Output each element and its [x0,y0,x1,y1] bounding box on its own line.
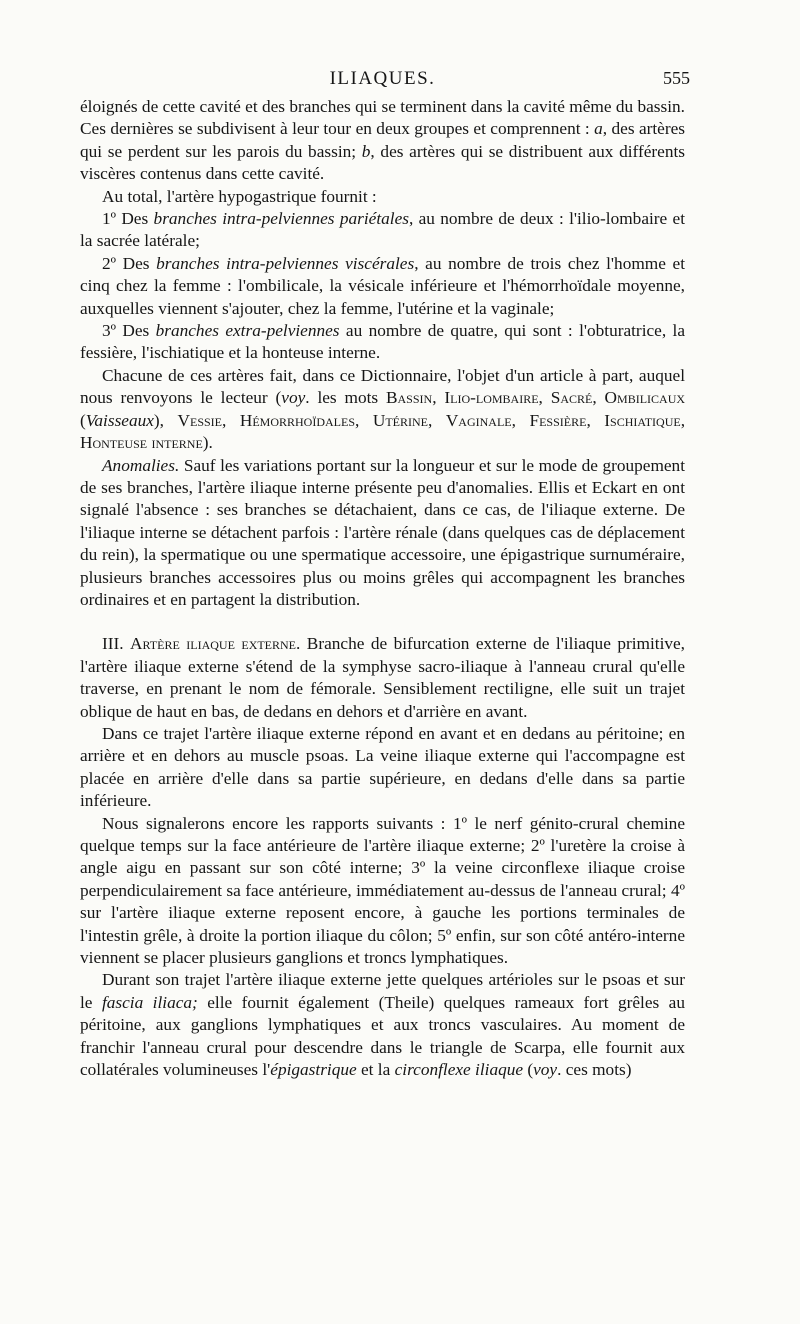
italic-text: branches intra-pelviennes pariétales [153,209,409,229]
text-run: ). [202,433,213,453]
small-caps-text: Honteuse interne [80,433,203,453]
text-run: 1º Des [102,209,154,229]
italic-text: b [361,141,371,161]
text-run: , [355,410,373,430]
text-run: 3º Des [102,321,156,341]
text-run: . les mots [305,388,386,408]
text-run: , [511,410,530,430]
small-caps-text: Hémorrhoïdales [239,410,355,430]
italic-text: circonflexe iliaque [394,1060,524,1080]
text-run: , [427,410,446,430]
text-run: , des artères qui se perdent sur les parois du bassin; [80,119,685,161]
text-run: , des artères qui se distribuent aux différents viscères contenus dans cette cavité. [80,141,685,184]
small-caps-text: Artère iliaque externe [130,634,297,654]
text-run: elle fournit également (Theile) quelques rameaux fort grêles au péritoine, aux ganglions lymphatiques et aux troncs vasculaires. Au moment de franchir l'anneau crural pour descendre dans le triangle de Scarpa, elle fournit aux collatérales volumineuses l' [80,992,685,1080]
text-run: et la [356,1060,395,1080]
text-run: , [680,410,686,430]
body-text [80,96,685,1081]
text-run: , [222,410,240,430]
text-run: Durant son trajet l'artère iliaque externe jette quelques artérioles sur le psoas et sur le [80,970,685,1012]
text-run: , au nombre de deux : l'ilio-lombaire et la sacrée latérale; [80,209,686,251]
italic-text: Anomalies. [102,455,180,475]
text-run: Dans ce trajet l'artère iliaque externe répond en avant et en dedans au péritoine; en arrière et en dehors au muscle psoas. La veine iliaque externe qui l'accompagne est placée en arrière d'elle dans sa partie supérieure, en dedans d'elle dans sa partie inférieure. [80,723,685,811]
paragraph-p7 [80,455,685,612]
text-run: , [538,388,551,408]
italic-text: branches intra-pelviennes viscérales [156,253,415,273]
text-run: Chacune de ces artères fait, dans ce Dictionnaire, l'objet d'un article à part, auquel nous renvoyons le lecteur ( [80,365,685,408]
text-run: ( [80,410,86,430]
paragraph-p6 [80,365,685,455]
small-caps-text: Ombilicaux [604,388,686,408]
text-run: Nous signalerons encore les rapports suivants : 1º le nerf génito-crural chemine quelque temps sur la face antérieure de l'artère iliaque externe; 2º l'uretère la croise à angle aigu en passant sur son côté interne; 3º la veine circonflexe iliaque croise perpendiculairement sa face antérieure, immédiatement au-dessus de l'anneau crural; 4º sur l'artère iliaque externe reposent encore, à gauche les portions terminales de l'intestin grêle, à droite la portion iliaque du côlon; 5º enfin, sur son côté antéro-interne viennent se placer plusieurs ganglions et troncs lymphatiques. [80,813,685,968]
text-run: . ces mots) [557,1060,632,1080]
text-run: Sauf les variations portant sur la longueur et sur le mode de groupement de ses branches, l'artère iliaque interne présente peu d'anomalies. Ellis et Eckart en ont signalé l'absence : ses branches se détachaient, dans ce cas, de l'iliaque externe. De l'iliaque interne se détachent parfois : l'artère rénale (dans quelques cas de déplacement du rein), la spermatique ou une spermatique accessoire, une épigastrique surnuméraire, plusieurs branches accessoires plus ou moins grêles qui accompagnent les branches ordinaires et en partagent la distribution. [80,455,685,609]
text-run: III. [102,634,131,654]
italic-text: voy [533,1060,558,1080]
paragraph-p3 [80,208,685,253]
paragraph-p9 [80,723,685,813]
paragraph-p4 [80,253,685,320]
small-caps-text: Utérine [372,410,428,430]
text-run: au nombre de quatre, qui sont : l'obturatrice, la fessière, l'ischiatique et la honteuse interne. [80,321,685,363]
page-number: 555 [663,68,690,88]
paragraph-p10 [80,813,685,970]
text-run: , [592,388,605,408]
paragraph-p1 [80,96,685,186]
italic-text: a [594,119,603,139]
running-title: ILIAQUES. [329,68,436,89]
text-run: , au nombre de trois chez l'homme et cinq chez la femme : l'ombilicale, la vésicale inférieure et l'hémorrhoïdale moyenne, auxquelles viennent s'ajouter, chez la femme, l'utérine et la vaginale; [80,253,685,318]
paragraph-p2 [80,186,685,208]
small-caps-text: Ischiatique [604,410,681,430]
text-run: Au total, l'artère hypogastrique fournit : [102,186,377,206]
running-header [80,62,690,96]
small-caps-text: Vessie [177,410,222,430]
text-run: , [586,410,605,430]
text-run: ), [153,410,178,430]
text-run: . Branche de bifurcation externe de l'iliaque primitive, l'artère iliaque externe s'étend de la symphyse sacro-iliaque à l'anneau crural qu'elle traverse, en prenant le nom de fémorale. Sensiblement rectiligne, elle suit un trajet oblique de haut en bas, de dedans en dehors et d'arrière en avant. [80,634,685,721]
paragraph-p11 [80,969,685,1081]
italic-text: voy [281,388,306,408]
small-caps-text: Ilio-lombaire [444,388,539,408]
small-caps-text: Vaginale [445,410,512,430]
paragraph-p5 [80,320,685,365]
small-caps-text: Sacré [550,388,593,408]
text-run: ( [523,1060,534,1080]
section-gap [80,611,685,633]
paragraph-p8 [80,633,685,723]
italic-text: épigastrique [270,1060,357,1080]
text-run: éloignés de cette cavité et des branches qui se terminent dans la cavité même du bassin. Ces dernières se subdivisent à leur tour en deux groupes et comprennent : [80,97,685,139]
italic-text: fascia iliaca; [101,992,198,1012]
text-run: , [432,388,445,408]
italic-text: branches extra-pelviennes [155,321,340,341]
small-caps-text: Fessière [529,410,587,430]
italic-text: Vaisseaux [85,410,154,430]
text-run: 2º Des [102,253,157,273]
small-caps-text: Bassin [385,388,433,408]
